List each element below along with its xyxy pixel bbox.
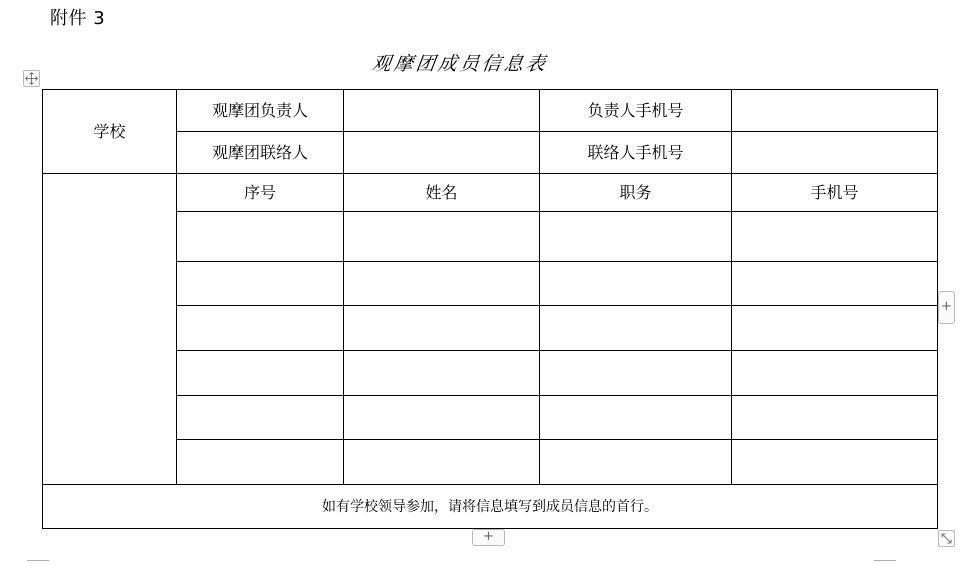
member-cell-position[interactable] <box>540 212 732 262</box>
member-cell-position[interactable] <box>540 306 732 351</box>
header-index: 序号 <box>243 182 276 202</box>
move-icon <box>25 72 38 85</box>
page-title: 观摩团成员信息表 <box>370 53 550 75</box>
member-cell-phone[interactable] <box>732 306 938 351</box>
header-cell-position <box>540 174 732 212</box>
contact-phone-label: 联络人手机号 <box>587 142 684 162</box>
member-cell-position[interactable] <box>540 351 732 396</box>
contact-label-cell <box>177 132 344 174</box>
member-cell-position[interactable] <box>540 396 732 440</box>
leader-name-cell[interactable] <box>344 90 540 132</box>
leader-label: 观摩团负责人 <box>211 100 308 120</box>
school-label: 学校 <box>93 121 126 141</box>
member-cell-name[interactable] <box>344 351 540 396</box>
member-cell-index[interactable] <box>177 212 344 262</box>
member-cell-phone[interactable] <box>732 262 938 306</box>
page-corner-mark-right <box>874 560 896 566</box>
member-cell-phone[interactable] <box>732 351 938 396</box>
note-text: 如有学校领导参加，请将信息填写到成员信息的首行。 <box>322 499 658 515</box>
contact-name-cell[interactable] <box>344 132 540 174</box>
member-cell-name[interactable] <box>344 212 540 262</box>
member-info-table <box>42 89 938 529</box>
member-cell-position[interactable] <box>540 262 732 306</box>
table-row <box>43 212 938 262</box>
contact-phone-cell[interactable] <box>732 132 938 174</box>
table-row <box>43 351 938 396</box>
header-phone: 手机号 <box>810 182 859 202</box>
member-cell-phone[interactable] <box>732 440 938 485</box>
note-row <box>43 485 938 529</box>
leader-phone-label-cell <box>540 90 732 132</box>
contact-label: 观摩团联络人 <box>211 142 308 162</box>
table-move-handle[interactable] <box>23 70 40 87</box>
header-name: 姓名 <box>425 182 458 202</box>
member-cell-name[interactable] <box>344 396 540 440</box>
member-cell-index[interactable] <box>177 440 344 485</box>
member-cell-position[interactable] <box>540 440 732 485</box>
table-row <box>43 440 938 485</box>
member-cell-name[interactable] <box>344 440 540 485</box>
school-label-cell <box>43 90 177 174</box>
leader-phone-cell[interactable] <box>732 90 938 132</box>
member-cell-phone[interactable] <box>732 396 938 440</box>
table-resize-handle[interactable] <box>938 530 955 547</box>
member-cell-index[interactable] <box>177 396 344 440</box>
table-row <box>43 262 938 306</box>
member-cell-index[interactable] <box>177 306 344 351</box>
table-row <box>43 306 938 351</box>
attachment-label: 附件 3 <box>50 8 106 29</box>
contact-phone-label-cell <box>540 132 732 174</box>
page-corner-mark-left <box>27 560 49 566</box>
member-cell-name[interactable] <box>344 262 540 306</box>
leader-label-cell <box>177 90 344 132</box>
header-cell-name <box>344 174 540 212</box>
school-side-cell[interactable] <box>43 174 177 485</box>
member-cell-index[interactable] <box>177 262 344 306</box>
member-header-row <box>43 174 938 212</box>
note-cell <box>43 485 938 529</box>
member-cell-phone[interactable] <box>732 212 938 262</box>
add-row-button[interactable]: + <box>472 529 505 546</box>
leader-row <box>43 90 938 132</box>
header-position: 职务 <box>619 182 652 202</box>
add-column-button[interactable]: + <box>938 291 955 324</box>
header-cell-index <box>177 174 344 212</box>
resize-icon <box>941 529 952 548</box>
contact-row <box>43 132 938 174</box>
member-cell-name[interactable] <box>344 306 540 351</box>
member-cell-index[interactable] <box>177 351 344 396</box>
leader-phone-label: 负责人手机号 <box>587 100 684 120</box>
header-cell-phone <box>732 174 938 212</box>
table-row <box>43 396 938 440</box>
